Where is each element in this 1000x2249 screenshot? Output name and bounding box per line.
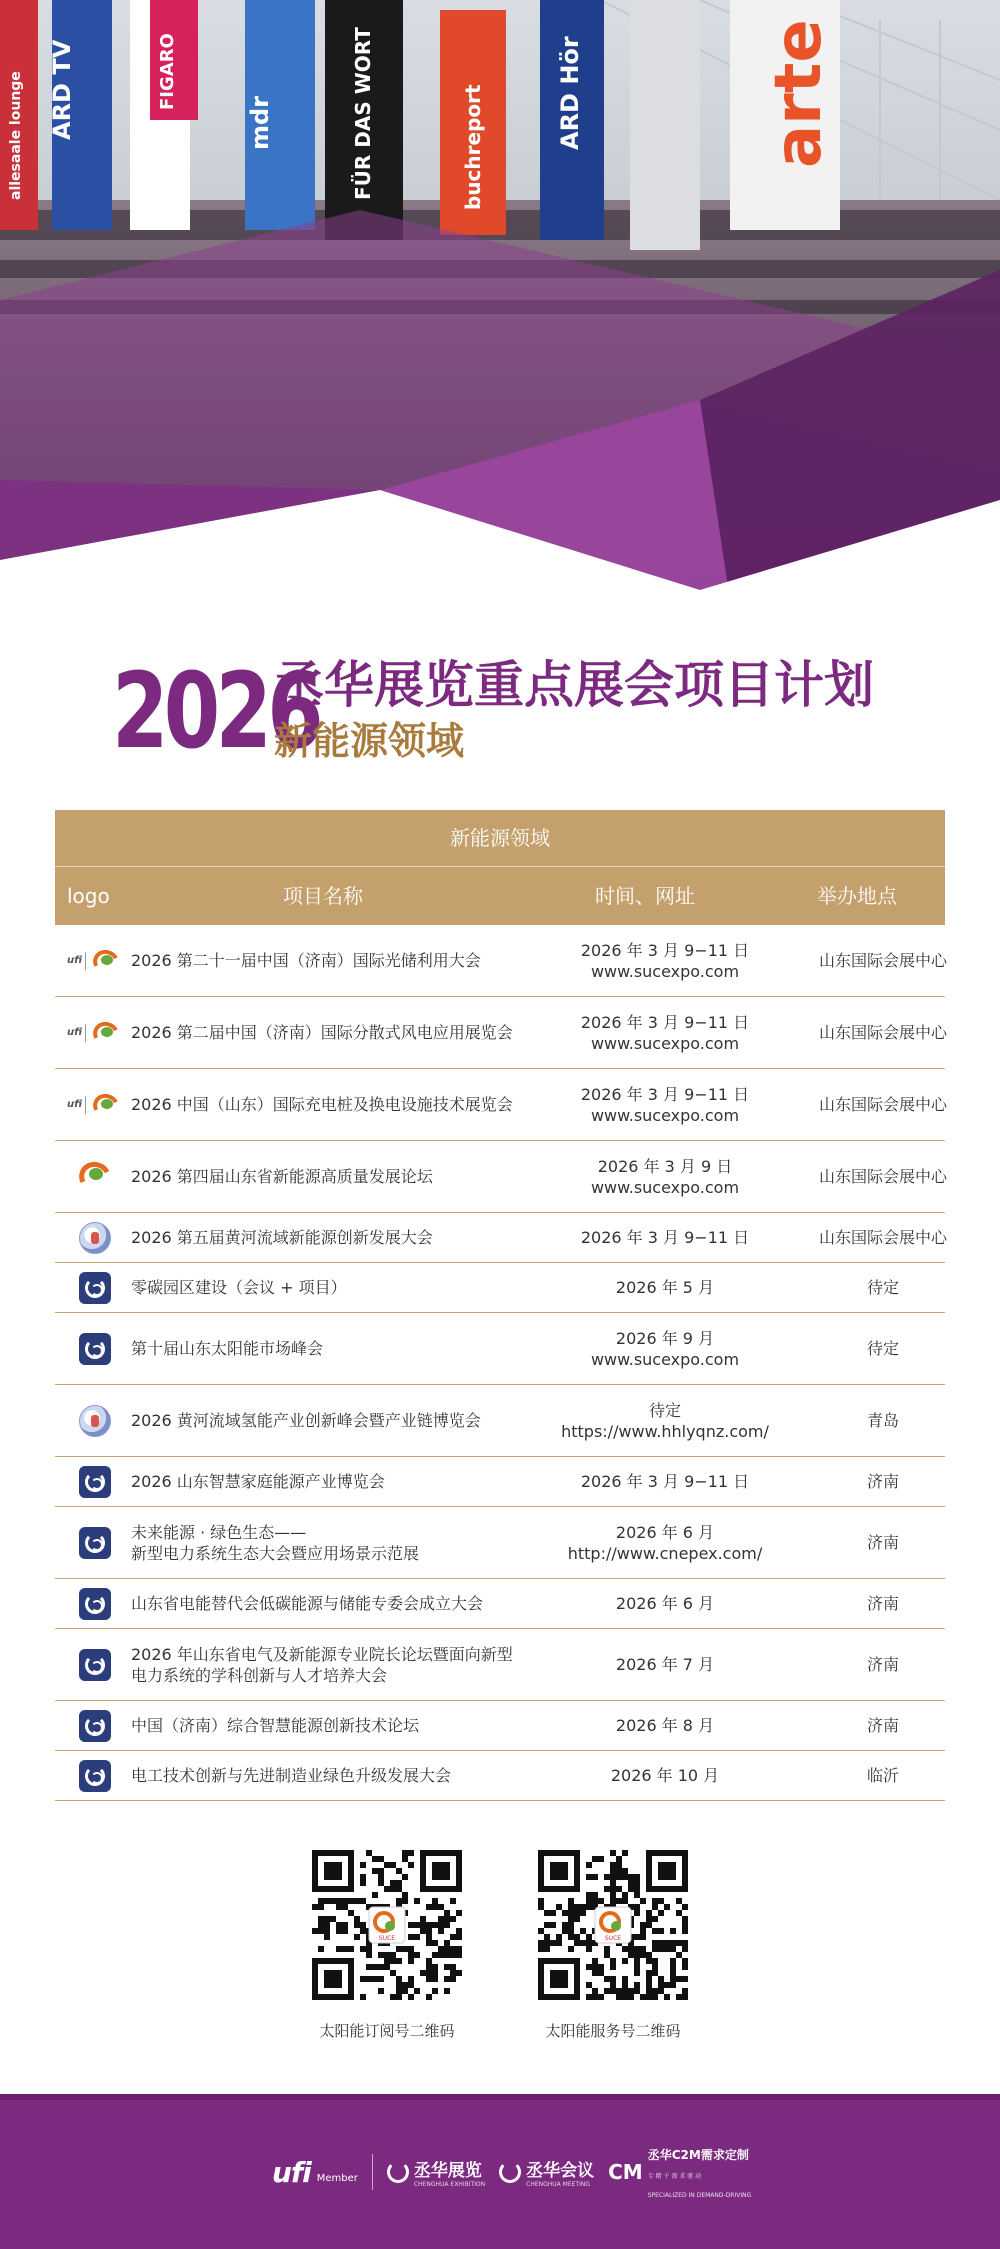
ufi-member-label: Member (316, 2172, 358, 2184)
event-place: 济南 (866, 1716, 899, 1735)
event-name: 2026 第四届山东省新能源高质量发展论坛 (131, 1167, 433, 1186)
event-name-line2: 新型电力系统生态大会暨应用场景示范展 (131, 1543, 420, 1563)
row-place-cell (783, 1385, 983, 1456)
row-logo-cell (55, 1701, 135, 1750)
banner-text-ard-tv: ARD TV (48, 39, 76, 140)
row-name-cell (131, 1751, 571, 1800)
qr-subscription-caption: 太阳能订阅号二维码 (319, 2022, 455, 2040)
suce-logo-icon (73, 1160, 117, 1194)
row-logo-cell (55, 1141, 135, 1212)
row-time-cell (515, 1263, 815, 1312)
footer-logos (272, 2142, 751, 2202)
ufi-suce-logo (67, 1020, 123, 1046)
row-logo-cell (55, 1263, 135, 1312)
divider-icon (85, 1096, 86, 1114)
table-row (55, 1507, 945, 1579)
table-body (55, 925, 945, 1801)
brand-c2m (608, 2144, 751, 2201)
event-name: 2026 年山东省电气及新能源专业院长论坛暨面向新型 (131, 1644, 513, 1664)
event-place: 临沂 (866, 1766, 899, 1785)
table-row (55, 1579, 945, 1629)
row-time-cell (515, 1751, 815, 1800)
row-logo-cell (55, 1629, 135, 1700)
event-date: 2026 年 3 月 9 日 (597, 1156, 733, 1176)
brand-chenghua-exhibition (387, 2156, 485, 2188)
table-row (55, 1457, 945, 1507)
c2m-english: SPECIALIZED IN DEMAND-DRIVING (647, 2191, 752, 2199)
row-place-cell (783, 925, 983, 996)
qr-code-icon (312, 1850, 462, 2000)
table-row (55, 997, 945, 1069)
brand-chenghua-meeting (499, 2156, 594, 2188)
ufi-mini-icon: ufi (67, 955, 82, 966)
event-name: 2026 第二届中国（济南）国际分散式风电应用展览会 (131, 1023, 513, 1042)
table-row (55, 1263, 945, 1313)
event-url[interactable]: http://www.cnepex.com/ (567, 1543, 763, 1563)
swirl-logo-icon (79, 1272, 111, 1304)
event-place: 待定 (866, 1339, 899, 1358)
row-place-cell (783, 1507, 983, 1578)
event-date: 2026 年 3 月 9−11 日 (580, 1228, 750, 1247)
event-date: 2026 年 5 月 (615, 1278, 715, 1297)
row-logo-cell (55, 1579, 135, 1628)
event-url[interactable]: https://www.hhlyqnz.com/ (561, 1421, 769, 1441)
hero-photo-illustration (0, 0, 1000, 600)
row-logo-cell (55, 1751, 135, 1800)
event-place: 济南 (866, 1655, 899, 1674)
event-date: 2026 年 6 月 (615, 1522, 715, 1542)
page-title: 丞华展览重点展会项目计划 (274, 656, 874, 714)
row-time-cell (515, 1141, 815, 1212)
banner-text-figaro: FIGARO (157, 33, 178, 110)
event-name: 2026 第五届黄河流域新能源创新发展大会 (131, 1228, 433, 1247)
banner-text-fur-das-wort: FÜR DAS WORT (351, 27, 375, 200)
swirl-logo-icon (79, 1710, 111, 1742)
row-logo-cell (55, 1457, 135, 1506)
swirl-icon (387, 2161, 409, 2183)
brand-tagline: CHENGHUA MEETING (526, 2181, 591, 2188)
table-column-headers (55, 867, 945, 925)
footer-divider (372, 2154, 373, 2190)
row-time-cell (515, 1507, 815, 1578)
suce-sun-icon (89, 1020, 123, 1046)
table-row (55, 1313, 945, 1385)
event-name: 山东省电能替代会低碳能源与储能专委会成立大会 (131, 1594, 484, 1613)
svg-text:SUCE: SUCE (378, 1935, 396, 1942)
row-name-cell (131, 1069, 571, 1140)
row-place-cell (783, 997, 983, 1068)
row-name-cell (131, 997, 571, 1068)
c2m-mark: CM (608, 2160, 643, 2184)
table-row (55, 1213, 945, 1263)
event-url[interactable]: www.sucexpo.com (590, 1349, 740, 1369)
row-logo-cell (55, 925, 135, 996)
divider-icon (85, 1024, 86, 1042)
row-name-cell (131, 1579, 571, 1628)
event-name: 电工技术创新与先进制造业绿色升级发展大会 (131, 1766, 452, 1785)
event-name: 中国（济南）综合智慧能源创新技术论坛 (131, 1716, 420, 1735)
event-url[interactable]: www.sucexpo.com (590, 1033, 740, 1053)
row-time-cell (515, 1701, 815, 1750)
divider-icon (85, 952, 86, 970)
event-date: 2026 年 10 月 (610, 1766, 720, 1785)
banner-text-ard-hor: ARD Hör (556, 36, 584, 150)
event-date: 2026 年 9 月 (615, 1328, 715, 1348)
event-place: 山东国际会展中心 (818, 1228, 947, 1247)
swirl-logo-icon (79, 1649, 111, 1681)
globe-logo-icon (79, 1222, 111, 1254)
event-date: 2026 年 8 月 (615, 1716, 715, 1735)
table-row (55, 1141, 945, 1213)
row-place-cell (783, 1313, 983, 1384)
row-time-cell (515, 1313, 815, 1384)
row-place-cell (783, 1141, 983, 1212)
qr-service-caption: 太阳能服务号二维码 (545, 2022, 681, 2040)
event-url[interactable]: www.sucexpo.com (590, 961, 740, 981)
row-place-cell (783, 1263, 983, 1312)
banner-text-lounge: allesaale lounge (8, 71, 24, 200)
row-name-cell (131, 1313, 571, 1384)
row-time-cell (515, 1385, 815, 1456)
row-place-cell (783, 1069, 983, 1140)
row-time-cell (515, 1457, 815, 1506)
swirl-logo-icon (79, 1527, 111, 1559)
swirl-logo-icon (79, 1588, 111, 1620)
row-logo-cell (55, 1507, 135, 1578)
footer-bar (0, 2094, 1000, 2249)
c2m-title: 丞华C2M需求定制 (647, 2147, 749, 2162)
row-name-cell (131, 1263, 571, 1312)
row-logo-cell (55, 1069, 135, 1140)
event-name: 零碳园区建设（会议 + 项目） (131, 1278, 347, 1297)
title-year: 2026 (112, 650, 320, 772)
table-row (55, 1751, 945, 1801)
event-url[interactable]: www.sucexpo.com (590, 1177, 740, 1197)
event-name: 2026 中国（山东）国际充电桩及换电设施技术展览会 (131, 1095, 513, 1114)
row-place-cell (783, 1213, 983, 1262)
suce-sun-icon (89, 948, 123, 974)
row-name-cell (131, 1385, 571, 1456)
event-date: 2026 年 3 月 9−11 日 (580, 1472, 750, 1491)
event-date: 2026 年 3 月 9−11 日 (580, 1084, 750, 1104)
row-time-cell (515, 1579, 815, 1628)
row-name-cell (131, 925, 571, 996)
brand-name: 丞华会议 (526, 2161, 595, 2181)
row-place-cell (783, 1579, 983, 1628)
row-place-cell (783, 1457, 983, 1506)
banner-text-arte: arte (762, 19, 836, 168)
row-place-cell (783, 1751, 983, 1800)
event-place: 济南 (866, 1533, 899, 1552)
ufi-logo: ufi (272, 2155, 311, 2189)
event-place: 待定 (866, 1278, 899, 1297)
row-place-cell (783, 1629, 983, 1700)
event-place: 山东国际会展中心 (818, 951, 947, 970)
row-place-cell (783, 1701, 983, 1750)
c2m-subtitle: 专 精 于 需 求 驱 动 (647, 2172, 702, 2180)
event-date: 2026 年 3 月 9−11 日 (580, 1012, 750, 1032)
event-name-line2: 电力系统的学科创新与人才培养大会 (131, 1665, 388, 1685)
event-date: 2026 年 7 月 (615, 1655, 715, 1674)
event-place: 青岛 (866, 1411, 899, 1430)
event-name: 第十届山东太阳能市场峰会 (131, 1339, 324, 1358)
event-name: 2026 山东智慧家庭能源产业博览会 (131, 1472, 385, 1491)
row-time-cell (515, 997, 815, 1068)
brand-name: 丞华展览 (413, 2161, 482, 2181)
table-row (55, 925, 945, 997)
event-name: 2026 第二十一届中国（济南）国际光储利用大会 (131, 951, 481, 970)
row-name-cell (131, 1457, 571, 1506)
table-row (55, 1629, 945, 1701)
qr-subscription (312, 1850, 462, 2041)
swirl-logo-icon (79, 1333, 111, 1365)
ufi-suce-logo (67, 1092, 123, 1118)
column-header-time: 时间、网址 (595, 884, 695, 908)
row-logo-cell (55, 1313, 135, 1384)
table-row (55, 1385, 945, 1457)
table-row (55, 1069, 945, 1141)
qr-code-icon (538, 1850, 688, 2000)
brand-tagline: CHENGHUA EXHIBITION (413, 2181, 486, 2188)
column-header-place: 举办地点 (817, 884, 897, 908)
event-place: 山东国际会展中心 (818, 1023, 947, 1042)
row-time-cell (515, 1629, 815, 1700)
ufi-mini-icon: ufi (67, 1027, 82, 1038)
swirl-logo-icon (79, 1466, 111, 1498)
column-header-name: 项目名称 (283, 884, 363, 908)
row-time-cell (515, 1069, 815, 1140)
hero-image (0, 0, 1000, 600)
row-name-cell (131, 1701, 571, 1750)
events-table (55, 810, 945, 1801)
svg-text:SUCE: SUCE (604, 1935, 622, 1942)
ufi-suce-logo (67, 948, 123, 974)
row-name-cell (131, 1213, 571, 1262)
event-date: 待定 (648, 1400, 681, 1420)
event-name: 未来能源 · 绿色生态—— (131, 1522, 307, 1542)
row-name-cell (131, 1141, 571, 1212)
swirl-icon (499, 2161, 521, 2183)
swirl-logo-icon (79, 1760, 111, 1792)
row-logo-cell (55, 1213, 135, 1262)
event-url[interactable]: www.sucexpo.com (590, 1105, 740, 1125)
event-place: 济南 (866, 1472, 899, 1491)
row-name-cell (131, 1629, 571, 1700)
event-name: 2026 黄河流域氢能产业创新峰会暨产业链博览会 (131, 1411, 481, 1430)
row-time-cell (515, 925, 815, 996)
event-place: 山东国际会展中心 (818, 1167, 947, 1186)
table-row (55, 1701, 945, 1751)
title-block (112, 650, 932, 775)
suce-sun-icon (89, 1092, 123, 1118)
row-logo-cell (55, 997, 135, 1068)
event-date: 2026 年 6 月 (615, 1594, 715, 1613)
table-section-header: 新能源领域 (55, 810, 945, 867)
globe-logo-icon (79, 1405, 111, 1437)
page-subtitle: 新能源领域 (274, 719, 465, 763)
row-time-cell (515, 1213, 815, 1262)
banner-text-buchreport: buchreport (461, 84, 485, 210)
event-place: 山东国际会展中心 (818, 1095, 947, 1114)
banner-text-mdr: mdr (246, 95, 274, 150)
qr-service (538, 1850, 688, 2041)
ufi-mini-icon: ufi (67, 1099, 82, 1110)
row-logo-cell (55, 1385, 135, 1456)
row-name-cell (131, 1507, 571, 1578)
column-header-logo: logo (67, 884, 110, 908)
event-date: 2026 年 3 月 9−11 日 (580, 940, 750, 960)
event-place: 济南 (866, 1594, 899, 1613)
